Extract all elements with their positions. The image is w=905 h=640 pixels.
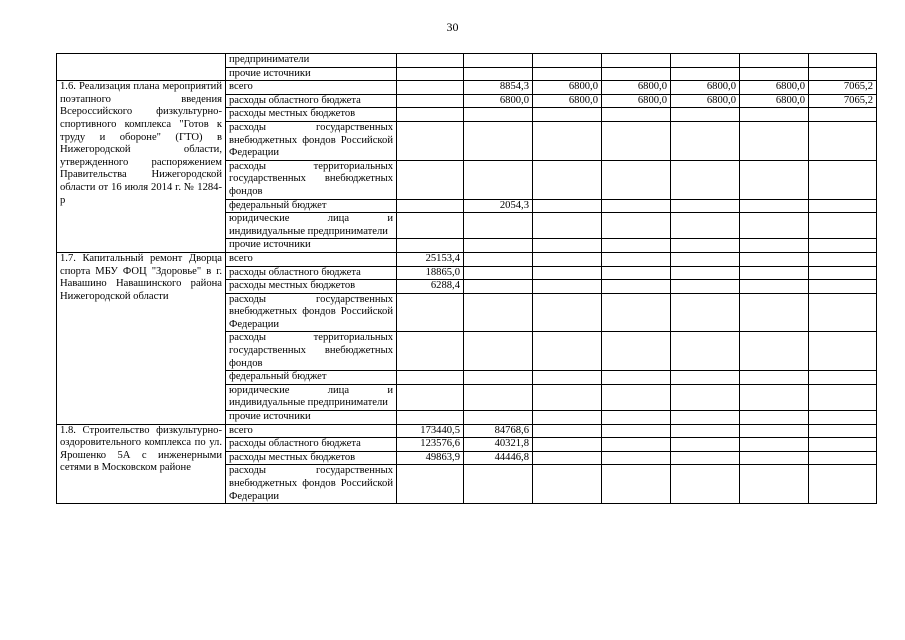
amount-cell: [533, 438, 602, 452]
funding-source: расходы областного бюджета: [226, 94, 397, 108]
amount-cell: [671, 199, 740, 213]
amount-cell: [464, 121, 533, 160]
measure-description: 1.6. Реализация плана мероприятий поэтапного введения Всероссийского физкультурно-спортивного комплекса "Готов к труду и обороне" (ГТО) в Нижегородской области, утвержденного распоряжением Правительства Нижегородской области от 16 июля 2014 г. № 1284-р: [57, 81, 226, 253]
table-row: [57, 54, 877, 68]
measure-description: [57, 54, 226, 81]
amount-cell: [809, 280, 877, 294]
amount-cell: [533, 121, 602, 160]
amount-cell: [602, 121, 671, 160]
amount-cell: [602, 384, 671, 410]
amount-cell: [464, 411, 533, 425]
amount-cell: [809, 67, 877, 81]
amount-cell: [671, 371, 740, 385]
amount-cell: [671, 213, 740, 239]
amount-cell: [602, 371, 671, 385]
amount-cell: [809, 465, 877, 504]
amount-cell: [397, 239, 464, 253]
amount-cell: [671, 438, 740, 452]
amount-cell: [671, 67, 740, 81]
amount-cell: 6800,0: [671, 81, 740, 95]
amount-cell: [740, 239, 809, 253]
amount-cell: [809, 411, 877, 425]
amount-cell: [533, 108, 602, 122]
table-row: [57, 81, 877, 95]
amount-cell: 6800,0: [602, 94, 671, 108]
budget-table: [56, 53, 877, 504]
amount-cell: [533, 411, 602, 425]
funding-source: прочие источники: [226, 411, 397, 425]
amount-cell: 6800,0: [533, 94, 602, 108]
amount-cell: [602, 160, 671, 199]
amount-cell: [740, 384, 809, 410]
amount-cell: [397, 121, 464, 160]
amount-cell: [671, 280, 740, 294]
amount-cell: [671, 108, 740, 122]
amount-cell: 6288,4: [397, 280, 464, 294]
amount-cell: [533, 160, 602, 199]
amount-cell: [740, 199, 809, 213]
amount-cell: 6800,0: [740, 81, 809, 95]
amount-cell: [464, 280, 533, 294]
amount-cell: [533, 54, 602, 68]
amount-cell: [464, 371, 533, 385]
funding-source: федеральный бюджет: [226, 371, 397, 385]
amount-cell: [464, 67, 533, 81]
amount-cell: [671, 252, 740, 266]
amount-cell: [533, 199, 602, 213]
amount-cell: [740, 252, 809, 266]
amount-cell: [533, 280, 602, 294]
amount-cell: 84768,6: [464, 424, 533, 438]
amount-cell: [740, 465, 809, 504]
amount-cell: [809, 293, 877, 332]
amount-cell: [740, 213, 809, 239]
amount-cell: [464, 384, 533, 410]
funding-source: прочие источники: [226, 67, 397, 81]
amount-cell: [809, 438, 877, 452]
measure-description: 1.8. Строительство физкультурно-оздоровительного комплекса по ул. Ярошенко 5А с инженерными сетями в Московском районе: [57, 424, 226, 504]
amount-cell: 123576,6: [397, 438, 464, 452]
amount-cell: [740, 451, 809, 465]
amount-cell: [740, 108, 809, 122]
amount-cell: [809, 54, 877, 68]
amount-cell: [740, 293, 809, 332]
amount-cell: [397, 160, 464, 199]
amount-cell: [533, 293, 602, 332]
amount-cell: [464, 54, 533, 68]
amount-cell: [671, 239, 740, 253]
amount-cell: [397, 108, 464, 122]
amount-cell: [671, 451, 740, 465]
amount-cell: 6800,0: [671, 94, 740, 108]
amount-cell: [602, 54, 671, 68]
funding-source: расходы местных бюджетов: [226, 108, 397, 122]
funding-source: расходы государственных внебюджетных фондов Российской Федерации: [226, 465, 397, 504]
amount-cell: 40321,8: [464, 438, 533, 452]
amount-cell: [740, 121, 809, 160]
amount-cell: [809, 384, 877, 410]
amount-cell: [397, 371, 464, 385]
funding-source: расходы областного бюджета: [226, 438, 397, 452]
amount-cell: 6800,0: [464, 94, 533, 108]
funding-source: расходы государственных внебюджетных фондов Российской Федерации: [226, 293, 397, 332]
amount-cell: [397, 465, 464, 504]
amount-cell: [533, 213, 602, 239]
amount-cell: [602, 332, 671, 371]
funding-source: всего: [226, 424, 397, 438]
amount-cell: [671, 160, 740, 199]
page-number: 30: [446, 20, 459, 34]
amount-cell: [602, 199, 671, 213]
amount-cell: [671, 293, 740, 332]
table-row: [57, 424, 877, 438]
amount-cell: [464, 465, 533, 504]
amount-cell: [602, 67, 671, 81]
amount-cell: [602, 252, 671, 266]
amount-cell: [397, 67, 464, 81]
amount-cell: 8854,3: [464, 81, 533, 95]
funding-source: юридические лица и индивидуальные предприниматели: [226, 384, 397, 410]
amount-cell: 7065,2: [809, 94, 877, 108]
amount-cell: [740, 411, 809, 425]
amount-cell: [397, 199, 464, 213]
amount-cell: [464, 239, 533, 253]
amount-cell: [740, 266, 809, 280]
amount-cell: [397, 384, 464, 410]
amount-cell: [809, 332, 877, 371]
funding-source: расходы областного бюджета: [226, 266, 397, 280]
funding-source: предприниматели: [226, 54, 397, 68]
amount-cell: [464, 108, 533, 122]
amount-cell: [809, 266, 877, 280]
amount-cell: [602, 239, 671, 253]
amount-cell: [533, 332, 602, 371]
amount-cell: [602, 293, 671, 332]
amount-cell: 25153,4: [397, 252, 464, 266]
amount-cell: [809, 371, 877, 385]
amount-cell: [397, 293, 464, 332]
amount-cell: [671, 266, 740, 280]
amount-cell: [533, 424, 602, 438]
amount-cell: [671, 121, 740, 160]
amount-cell: [533, 465, 602, 504]
amount-cell: [809, 213, 877, 239]
amount-cell: [602, 280, 671, 294]
amount-cell: [671, 384, 740, 410]
amount-cell: [464, 252, 533, 266]
amount-cell: [740, 424, 809, 438]
amount-cell: [464, 160, 533, 199]
amount-cell: [397, 213, 464, 239]
funding-source: расходы местных бюджетов: [226, 451, 397, 465]
amount-cell: [671, 465, 740, 504]
amount-cell: [809, 239, 877, 253]
amount-cell: [397, 81, 464, 95]
amount-cell: [602, 438, 671, 452]
funding-source: расходы территориальных государственных внебюджетных фондов: [226, 332, 397, 371]
amount-cell: [602, 465, 671, 504]
amount-cell: [602, 266, 671, 280]
amount-cell: [740, 54, 809, 68]
amount-cell: [740, 438, 809, 452]
amount-cell: [809, 199, 877, 213]
amount-cell: [809, 424, 877, 438]
amount-cell: [740, 332, 809, 371]
amount-cell: [533, 384, 602, 410]
amount-cell: [533, 252, 602, 266]
amount-cell: [671, 411, 740, 425]
amount-cell: [809, 160, 877, 199]
amount-cell: 173440,5: [397, 424, 464, 438]
amount-cell: 18865,0: [397, 266, 464, 280]
amount-cell: [740, 280, 809, 294]
table-row: [57, 252, 877, 266]
amount-cell: [397, 411, 464, 425]
amount-cell: [809, 252, 877, 266]
amount-cell: [397, 332, 464, 371]
amount-cell: [464, 293, 533, 332]
amount-cell: [602, 108, 671, 122]
funding-source: прочие источники: [226, 239, 397, 253]
amount-cell: [671, 54, 740, 68]
amount-cell: [533, 67, 602, 81]
amount-cell: [740, 160, 809, 199]
funding-source: расходы государственных внебюджетных фондов Российской Федерации: [226, 121, 397, 160]
amount-cell: [602, 424, 671, 438]
amount-cell: 2054,3: [464, 199, 533, 213]
funding-source: расходы местных бюджетов: [226, 280, 397, 294]
funding-source: всего: [226, 252, 397, 266]
amount-cell: 6800,0: [533, 81, 602, 95]
amount-cell: [671, 332, 740, 371]
amount-cell: [740, 371, 809, 385]
amount-cell: [533, 451, 602, 465]
amount-cell: 44446,8: [464, 451, 533, 465]
funding-source: расходы территориальных государственных внебюджетных фондов: [226, 160, 397, 199]
amount-cell: [602, 451, 671, 465]
funding-source: федеральный бюджет: [226, 199, 397, 213]
amount-cell: [397, 94, 464, 108]
amount-cell: [602, 411, 671, 425]
measure-description: 1.7. Капитальный ремонт Дворца спорта МБУ ФОЦ "Здоровье" в г. Навашино Навашинского района Нижегородской области: [57, 252, 226, 424]
amount-cell: [464, 266, 533, 280]
amount-cell: 7065,2: [809, 81, 877, 95]
amount-cell: [671, 424, 740, 438]
amount-cell: [397, 54, 464, 68]
funding-source: юридические лица и индивидуальные предприниматели: [226, 213, 397, 239]
amount-cell: [533, 371, 602, 385]
amount-cell: [533, 239, 602, 253]
amount-cell: [533, 266, 602, 280]
amount-cell: 49863,9: [397, 451, 464, 465]
amount-cell: [809, 451, 877, 465]
funding-source: всего: [226, 81, 397, 95]
amount-cell: [602, 213, 671, 239]
amount-cell: [464, 332, 533, 371]
amount-cell: 6800,0: [740, 94, 809, 108]
amount-cell: [809, 121, 877, 160]
amount-cell: [809, 108, 877, 122]
amount-cell: [464, 213, 533, 239]
amount-cell: 6800,0: [602, 81, 671, 95]
amount-cell: [740, 67, 809, 81]
